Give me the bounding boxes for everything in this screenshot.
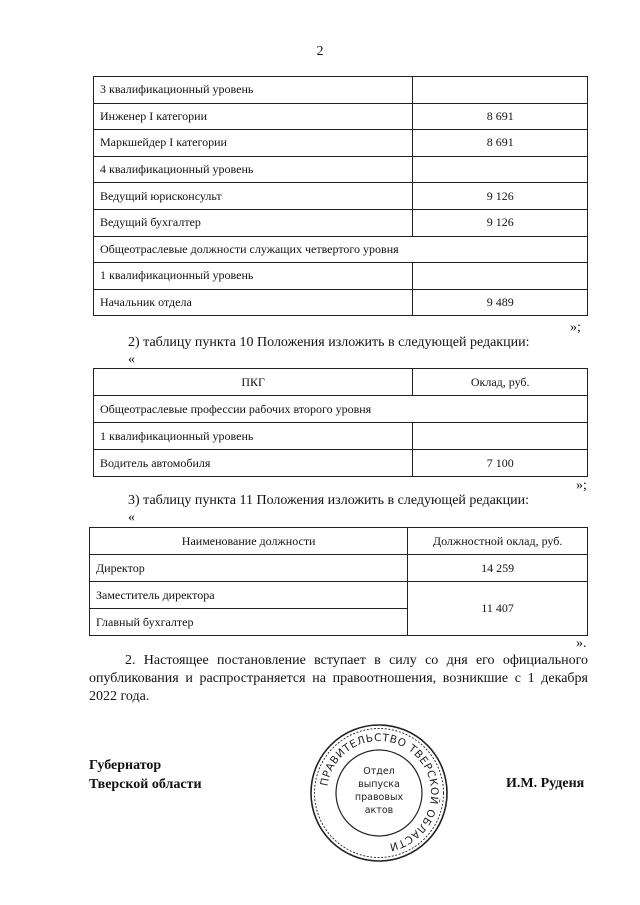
table-row xyxy=(90,582,588,609)
signature-title-line1: Губернатор xyxy=(89,758,162,773)
position-cell: Заместитель директора xyxy=(90,582,408,609)
salary-cell: 11 407 xyxy=(408,582,588,636)
table-row xyxy=(94,236,588,263)
svg-text:ПРАВИТЕЛЬСТВО ТВЕРСКОЙ ОБЛАСТИ: ПРАВИТЕЛЬСТВО ТВЕРСКОЙ ОБЛАСТИ xyxy=(318,731,441,853)
position-cell: Директор xyxy=(90,555,408,582)
item-2-text: 2) таблицу пункта 10 Положения изложить в следующей редакции: xyxy=(128,335,530,350)
table-row xyxy=(90,555,588,582)
close-quote: »; xyxy=(576,478,587,493)
position-cell: 1 квалификационный уровень xyxy=(94,263,413,290)
table-header-row xyxy=(90,528,588,555)
svg-text:выпуска: выпуска xyxy=(358,779,400,790)
salary-cell xyxy=(413,156,588,183)
salary-cell: 14 259 xyxy=(408,555,588,582)
salary-cell: 9 126 xyxy=(413,209,588,236)
close-quote: ». xyxy=(576,636,587,651)
salary-cell xyxy=(413,263,588,290)
signature-title-line2: Тверской области xyxy=(89,777,202,792)
header-salary: Оклад, руб. xyxy=(413,369,588,396)
workers-salary-table xyxy=(93,368,588,477)
position-cell: Водитель автомобиля xyxy=(94,450,413,477)
header-salary: Должностной оклад, руб. xyxy=(408,528,588,555)
position-cell: Начальник отдела xyxy=(94,289,413,316)
group-cell: Общеотраслевые должности служащих четвертого уровня xyxy=(94,236,588,263)
table-row xyxy=(94,423,588,450)
table-row xyxy=(94,289,588,316)
open-quote: « xyxy=(128,510,135,525)
table-row xyxy=(94,263,588,290)
position-cell: 4 квалификационный уровень xyxy=(94,156,413,183)
table-row xyxy=(94,77,588,104)
paragraph-2 xyxy=(89,652,588,706)
table-header-row xyxy=(94,369,588,396)
position-cell: Главный бухгалтер xyxy=(90,609,408,636)
signatory-name: И.М. Руденя xyxy=(506,776,585,791)
page-number: 2 xyxy=(316,44,324,59)
salary-cell: 9 489 xyxy=(413,289,588,316)
salary-cell: 8 691 xyxy=(413,130,588,157)
table-row xyxy=(94,396,588,423)
salary-cell xyxy=(413,77,588,104)
position-cell: 1 квалификационный уровень xyxy=(94,423,413,450)
salary-cell: 8 691 xyxy=(413,103,588,130)
position-cell: Ведущий юрисконсульт xyxy=(94,183,413,210)
table-row xyxy=(94,103,588,130)
position-cell: Инженер I категории xyxy=(94,103,413,130)
table-row xyxy=(94,183,588,210)
svg-text:Отдел: Отдел xyxy=(363,766,395,777)
salary-table-continued xyxy=(93,76,588,316)
salary-cell: 9 126 xyxy=(413,183,588,210)
signature-title xyxy=(89,756,202,794)
svg-text:правовых: правовых xyxy=(354,792,404,803)
open-quote: « xyxy=(128,352,135,367)
salary-cell: 7 100 xyxy=(413,450,588,477)
salary-cell xyxy=(413,423,588,450)
close-quote: »; xyxy=(570,320,581,335)
position-cell: 3 квалификационный уровень xyxy=(94,77,413,104)
paragraph-2-text: 2. Настоящее постановление вступает в силу со дня его официального опубликования и распространяется на правоотношения, возникшие с 1 декабря 2022 года. xyxy=(89,653,588,704)
header-position: Наименование должности xyxy=(90,528,408,555)
item-3-text: 3) таблицу пункта 11 Положения изложить в следующей редакции: xyxy=(128,493,529,508)
official-seal xyxy=(308,722,450,864)
position-cell: Маркшейдер I категории xyxy=(94,130,413,157)
management-salary-table xyxy=(89,527,588,636)
header-pkg: ПКГ xyxy=(94,369,413,396)
group-cell: Общеотраслевые профессии рабочих второго уровня xyxy=(94,396,588,423)
table-row xyxy=(94,156,588,183)
table-row xyxy=(94,209,588,236)
table-row xyxy=(94,450,588,477)
table-row xyxy=(94,130,588,157)
position-cell: Ведущий бухгалтер xyxy=(94,209,413,236)
svg-text:актов: актов xyxy=(364,805,394,816)
